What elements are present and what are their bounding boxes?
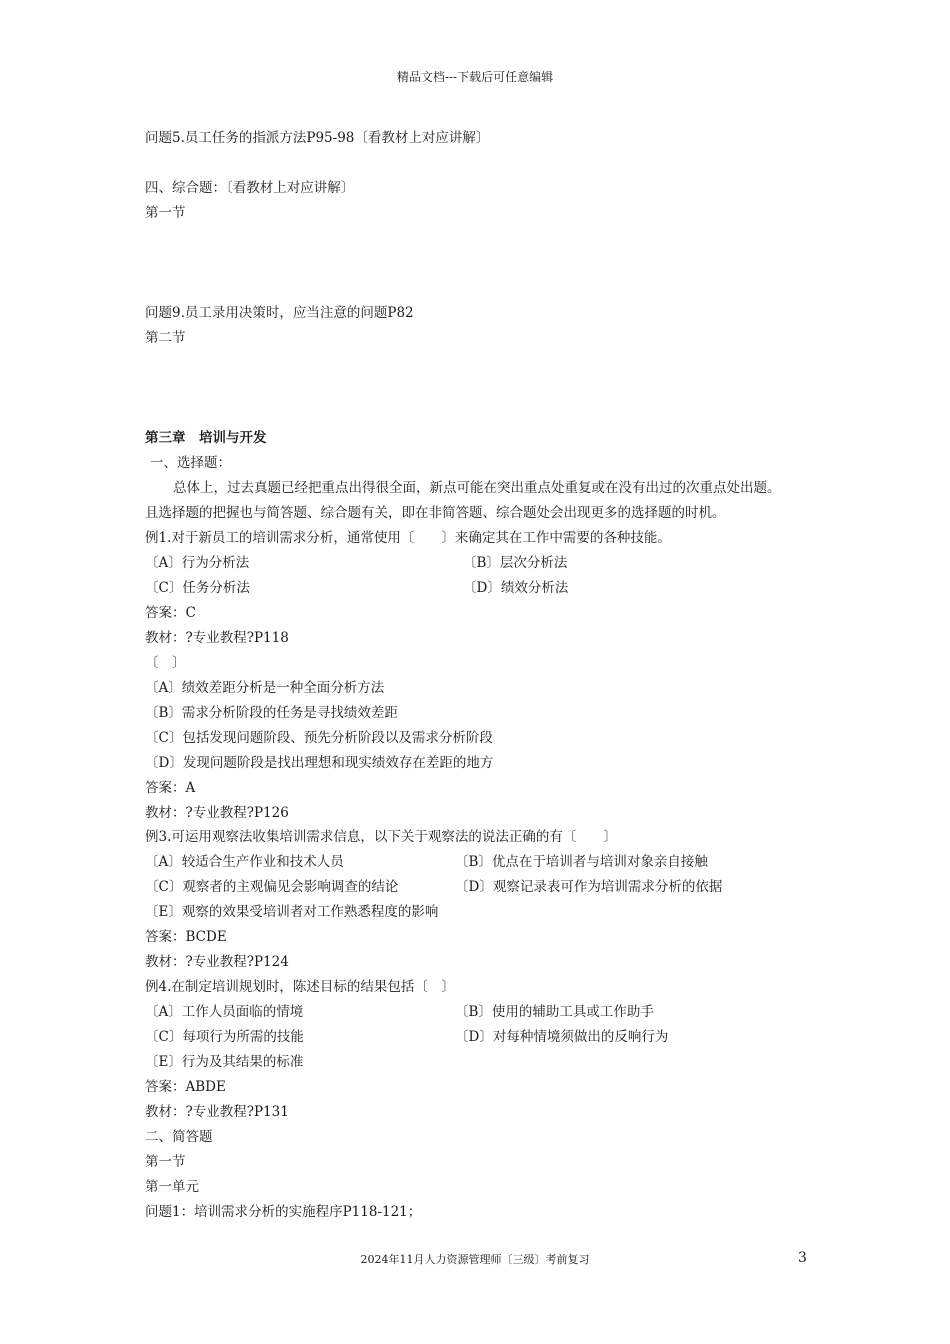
intro-paragraph-line-2: 且选择题的把握也与简答题、综合题有关，即在非简答题、综合题处会出现更多的选择题的时机。 [145, 505, 726, 521]
question-9: 问题9.员工录用决策时，应当注意的问题P82 [145, 305, 414, 321]
section-label-1: 第一节 [145, 205, 186, 221]
intro-paragraph-line-1: 总体上，过去真题已经把重点出得很全面，新点可能在突出重点处重复或在没有出过的次重点处出题。 [173, 480, 781, 496]
example-2-answer: 答案：A [145, 780, 196, 796]
question-1: 问题1：培训需求分析的实施程序P118-121； [145, 1204, 422, 1220]
unit-label-1: 第一单元 [145, 1179, 199, 1195]
example-2-question: 〔 〕 [145, 655, 186, 671]
example-2-reference: 教材：?专业教程?P126 [145, 805, 289, 821]
example-3-answer: 答案：BCDE [145, 929, 227, 945]
example-3-reference: 教材：?专业教程?P124 [145, 954, 289, 970]
example-4-option-b: 〔B〕使用的辅助工具或工作助手 [455, 1004, 654, 1020]
example-4-option-d: 〔D〕对每种情境须做出的反响行为 [455, 1029, 669, 1045]
example-1-option-d: 〔D〕绩效分析法 [463, 580, 569, 596]
page-header: 精品文档---下载后可任意编辑 [396, 70, 554, 84]
example-3-option-e: 〔E〕观察的效果受培训者对工作熟悉程度的影响 [145, 904, 439, 920]
example-1-option-c: 〔C〕任务分析法 [145, 580, 250, 596]
example-1-answer: 答案：C [145, 605, 196, 621]
example-4-option-a: 〔A〕工作人员面临的情境 [145, 1004, 304, 1020]
section-label-3: 第一节 [145, 1154, 186, 1170]
section-heading-short-answer: 二、简答题 [145, 1129, 213, 1145]
example-3-option-b: 〔B〕优点在于培训者与培训对象亲自接触 [455, 854, 708, 870]
example-1-option-b: 〔B〕层次分析法 [463, 555, 568, 571]
page-number: 3 [798, 1250, 807, 1266]
example-3-option-c: 〔C〕观察者的主观偏见会影响调查的结论 [145, 879, 399, 895]
example-3-question: 例3.可运用观察法收集培训需求信息，以下关于观察法的说法正确的有〔 〕 [145, 829, 617, 845]
section-heading-choice: 一、选择题： [150, 455, 231, 471]
chapter-title: 第三章 培训与开发 [145, 430, 267, 446]
example-4-answer: 答案：ABDE [145, 1079, 226, 1095]
section-label-2: 第二节 [145, 330, 186, 346]
example-4-reference: 教材：?专业教程?P131 [145, 1104, 289, 1120]
example-4-question: 例4.在制定培训规划时，陈述目标的结果包括〔 〕 [145, 979, 455, 995]
example-2-option-b: 〔B〕需求分析阶段的任务是寻找绩效差距 [145, 705, 398, 721]
example-2-option-c: 〔C〕包括发现问题阶段、预先分析阶段以及需求分析阶段 [145, 730, 493, 746]
example-2-option-a: 〔A〕绩效差距分析是一种全面分析方法 [145, 680, 385, 696]
example-3-option-d: 〔D〕观察记录表可作为培训需求分析的依据 [455, 879, 723, 895]
section-heading-comprehensive: 四、综合题：〔看教材上对应讲解〕 [145, 180, 355, 196]
example-2-option-d: 〔D〕发现问题阶段是找出理想和现实绩效存在差距的地方 [145, 755, 494, 771]
example-4-option-c: 〔C〕每项行为所需的技能 [145, 1029, 304, 1045]
example-3-option-a: 〔A〕较适合生产作业和技术人员 [145, 854, 344, 870]
example-1-question: 例1.对于新员工的培训需求分析，通常使用〔 〕来确定其在工作中需要的各种技能。 [145, 530, 671, 546]
example-1-reference: 教材：?专业教程?P118 [145, 630, 289, 646]
example-1-option-a: 〔A〕行为分析法 [145, 555, 250, 571]
example-4-option-e: 〔E〕行为及其结果的标准 [145, 1054, 304, 1070]
page-footer: 2024年11月人力资源管理师〔三级〕考前复习 [360, 1253, 590, 1266]
question-5: 问题5.员工任务的指派方法P95-98〔看教材上对应讲解〕 [145, 130, 490, 146]
